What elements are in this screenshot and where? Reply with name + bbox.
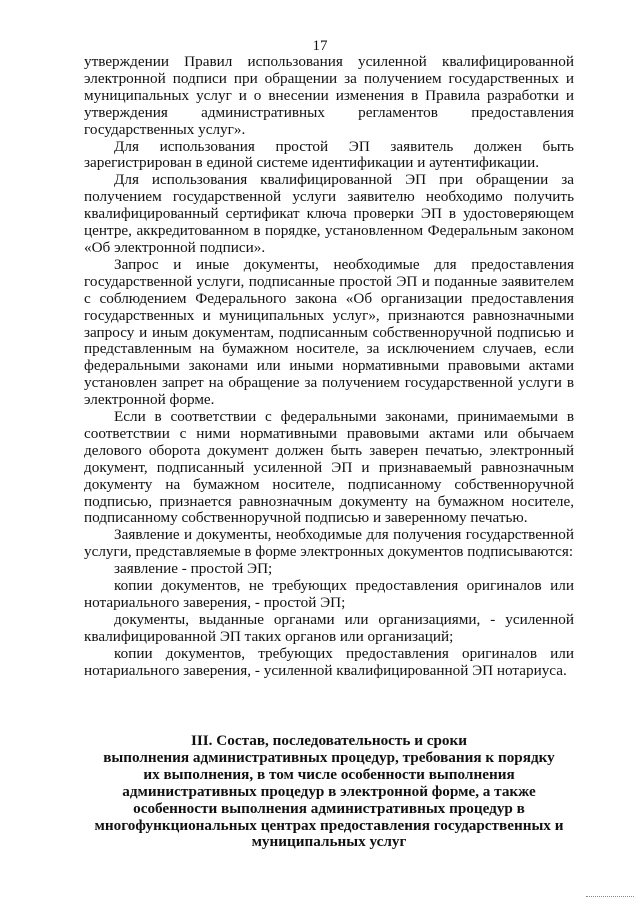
section-heading-line: III. Состав, последовательность и сроки [190,732,468,749]
list-item: копии документов, не требующих предоставления оригиналов или нотариального заверения, - простой ЭП; [84,577,574,611]
section-heading-line: их выполнения, в том числе особенности выполнения [143,765,515,783]
body-text [84,54,574,680]
page-number: 17 [312,38,328,54]
section-heading-line: многофункциональных центрах предоставления государственных и [94,816,564,834]
scan-artifact-marks [586,892,634,897]
section-heading-line: муниципальных услуг [251,833,407,851]
list-item: копии документов, требующих предоставления оригиналов или нотариального заверения, - усиленной квалифицированной ЭП нотариуса. [84,644,574,679]
section-heading-line: выполнения административных процедур, требования к порядку [103,748,555,766]
paragraph: Для использования простой ЭП заявитель должен быть зарегистрирован в единой системе идентификации и аутентификации. [84,137,574,172]
paragraph: утверждении Правил использования усиленной квалифицированной электронной подписи при обращении за получением государственных и муниципальных услуг и о внесении изменения в Правила разработки и утверждения административных регламентов предоставления государственных услуг». [84,53,574,138]
section-heading-line: особенности выполнения административных процедур в [133,799,525,817]
paragraph: Запрос и иные документы, необходимые для предоставления государственной услуги, подписанные простой ЭП и поданные заявителем с соблюдением Федерального закона «Об организации предоставления государственных и муниципальных услуг», признаются равнозначными запросу и иным документам, подписанным собственноручной подписью и представленным на бумажном носителе, за исключением случаев, если федеральными законами или иными нормативными правовыми актами установлен запрет на обращение за получением государственной услуги в электронной форме. [84,255,574,409]
section-heading [84,733,574,851]
section-heading-line: административных процедур в электронной форме, а также [122,782,536,800]
paragraph: Если в соответствии с федеральными законами, принимаемыми в соответствии с ними нормативными правовыми актами или обычаем делового оборота документ должен быть заверен печатью, электронный документ, подписанный усиленной ЭП и признаваемый равнозначным документу на бумажном носителе, подписанному собственноручной подписью, признается равнозначным документу на бумажном носителе, подписанному собственноручной подписью и заверенному печатью. [84,408,574,527]
paragraph: Заявление и документы, необходимые для получения государственной услуги, представляемые в форме электронных документов подписываются: [84,526,574,561]
paragraph: Для использования квалифицированной ЭП при обращении за получением государственной услуги заявителю необходимо получить квалифицированный сертификат ключа проверки ЭП в удостоверяющем центре, аккредитованном в порядке, установленном Федеральным законом «Об электронной подписи». [84,171,574,256]
list-item: заявление - простой ЭП; [114,560,273,578]
list-item: документы, выданные органами или организациями, - усиленной квалифицированной ЭП таких органов или организаций; [84,610,574,645]
